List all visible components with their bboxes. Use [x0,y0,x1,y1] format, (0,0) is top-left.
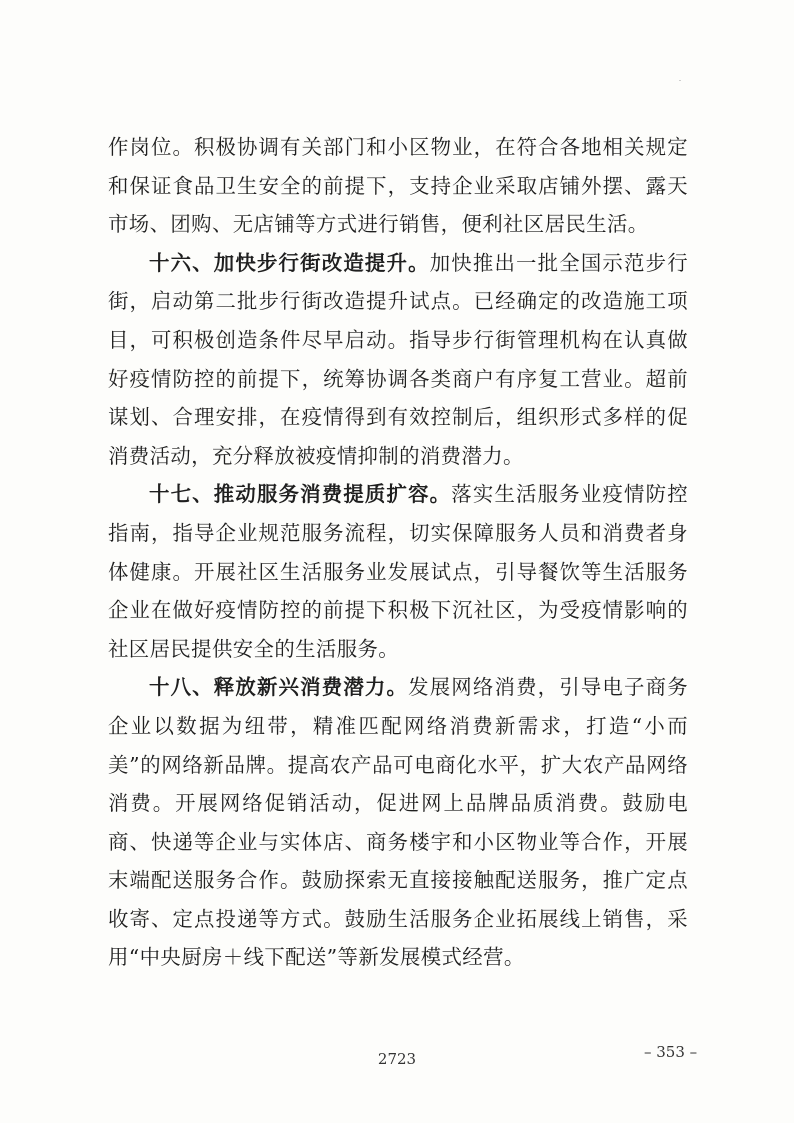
paragraph-17 [108,475,688,668]
paragraph-text: 落实生活服务业疫情防控指南，指导企业规范服务流程，切实保障服务人员和消费者身体健康。开展社区生活服务业发展试点，引导餐饮等生活服务企业在做好疫情防控的前提下积极下沉社区，为受疫情影响的社区居民提供安全的生活服务。 [108,482,688,661]
section-heading: 十六、加快步行街改造提升。 [149,250,430,275]
paragraph-text: 作岗位。积极协调有关部门和小区物业，在符合各地相关规定和保证食品卫生安全的前提下，支持企业采取店铺外摆、露天市场、团购、无店铺等方式进行销售，便利社区居民生活。 [108,135,688,237]
scan-mark [679,80,681,81]
body-text [108,128,688,977]
section-heading: 十八、释放新兴消费潜力。 [149,675,409,700]
paragraph-18 [108,668,688,977]
section-heading: 十七、推动服务消费提质扩容。 [149,482,452,507]
paragraph-text: 发展网络消费，引导电子商务企业以数据为纽带，精准匹配网络消费新需求，打造“小而美”的网络新品牌。提高农产品可电商化水平，扩大农产品网络消费。开展网络促销活动，促进网上品牌品质消费。鼓励电商、快递等企业与实体店、商务楼宇和小区物业等合作，开展末端配送服务合作。鼓励探索无直接接触配送服务，推广定点收寄、定点投递等方式。鼓励生活服务企业拓展线上销售，采用“中央厨房＋线下配送”等新发展模式经营。 [108,675,688,970]
paragraph-continued [108,128,688,244]
paragraph-text: 加快推出一批全国示范步行街，启动第二批步行街改造提升试点。已经确定的改造施工项目，可积极创造条件尽早启动。指导步行街管理机构在认真做好疫情防控的前提下，统筹协调各类商户有序复工营业。超前谋划、合理安排，在疫情得到有效控制后，组织形式多样的促消费活动，充分释放被疫情抑制的消费潜力。 [108,250,688,468]
page-number: – 353 – [644,1043,698,1061]
paragraph-16 [108,244,688,476]
document-number: 2723 [377,1050,417,1068]
